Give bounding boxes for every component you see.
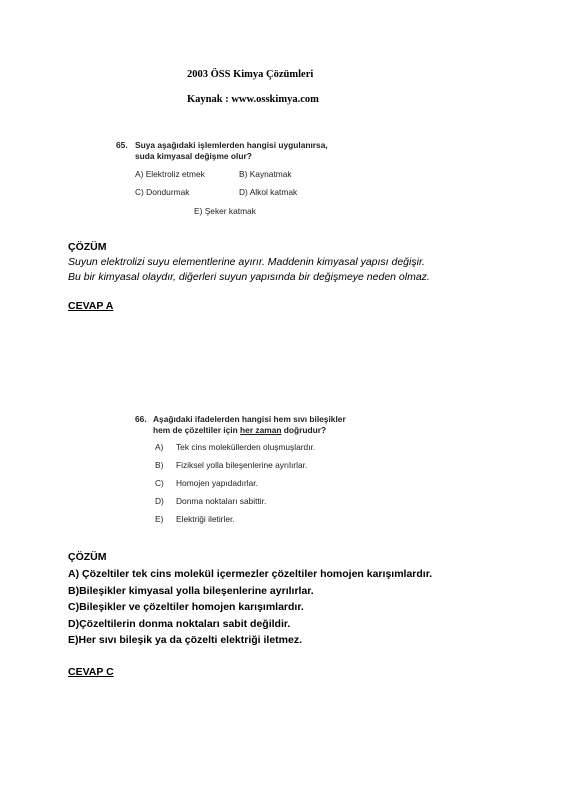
emphasis-her-zaman: her zaman bbox=[240, 425, 282, 435]
option-c: C) Dondurmak bbox=[135, 187, 190, 197]
question-number: 66. bbox=[135, 414, 147, 424]
question-number: 65. bbox=[116, 140, 128, 150]
option-d-text: Donma noktaları sabittir. bbox=[176, 496, 267, 506]
solution-line-e: E)Her sıvı bileşik ya da çözelti elektriği iletmez. bbox=[68, 634, 303, 646]
solution-line-b: B)Bileşikler kimyasal yolla bileşenlerine ayrılırlar. bbox=[68, 585, 314, 597]
option-a-letter: A) bbox=[155, 442, 164, 452]
solution-heading: ÇÖZÜM bbox=[68, 241, 107, 253]
option-d: D) Alkol katmak bbox=[239, 187, 298, 197]
option-c-letter: C) bbox=[155, 478, 164, 488]
option-e-letter: E) bbox=[155, 514, 164, 524]
answer-label: CEVAP A bbox=[68, 300, 114, 312]
option-a: A) Elektroliz etmek bbox=[135, 169, 205, 179]
question-text-line: hem de çözeltiler için her zaman doğrudur? bbox=[153, 425, 327, 435]
question-text-line: Suya aşağıdaki işlemlerden hangisi uygulanırsa, bbox=[135, 140, 328, 150]
question-text-line: Aşağıdaki ifadelerden hangisi hem sıvı bileşikler bbox=[153, 414, 346, 424]
solution-line-a: A) Çözeltiler tek cins molekül içermezler çözeltiler homojen karışımlardır. bbox=[68, 568, 433, 580]
solution-heading: ÇÖZÜM bbox=[68, 551, 107, 563]
answer-label: CEVAP C bbox=[68, 666, 114, 678]
solution-text-line: Bu bir kimyasal olaydır, diğerleri suyun yapısında bir değişmeye neden olmaz. bbox=[68, 271, 430, 283]
option-b-text: Fiziksel yolla bileşenlerine ayrılırlar. bbox=[176, 460, 308, 470]
option-d-letter: D) bbox=[155, 496, 164, 506]
option-b: B) Kaynatmak bbox=[239, 169, 292, 179]
option-b-letter: B) bbox=[155, 460, 164, 470]
solution-text-line: Suyun elektrolizi suyu elementlerine ayırır. Maddenin kimyasal yapısı değişir. bbox=[68, 256, 425, 268]
option-e-text: Elektriği iletirler. bbox=[176, 514, 235, 524]
source-line: Kaynak : www.osskimya.com bbox=[187, 94, 319, 105]
question-text-line: suda kimyasal değişme olur? bbox=[135, 151, 252, 161]
solution-line-c: C)Bileşikler ve çözeltiler homojen karışımlardır. bbox=[68, 601, 304, 613]
option-e: E) Şeker katmak bbox=[194, 206, 256, 216]
option-c-text: Homojen yapıdadırlar. bbox=[176, 478, 258, 488]
solution-line-d: D)Çözeltilerin donma noktaları sabit değildir. bbox=[68, 618, 291, 630]
document-title: 2003 ÖSS Kimya Çözümleri bbox=[187, 69, 314, 80]
option-a-text: Tek cins moleküllerden oluşmuşlardır. bbox=[176, 442, 316, 452]
